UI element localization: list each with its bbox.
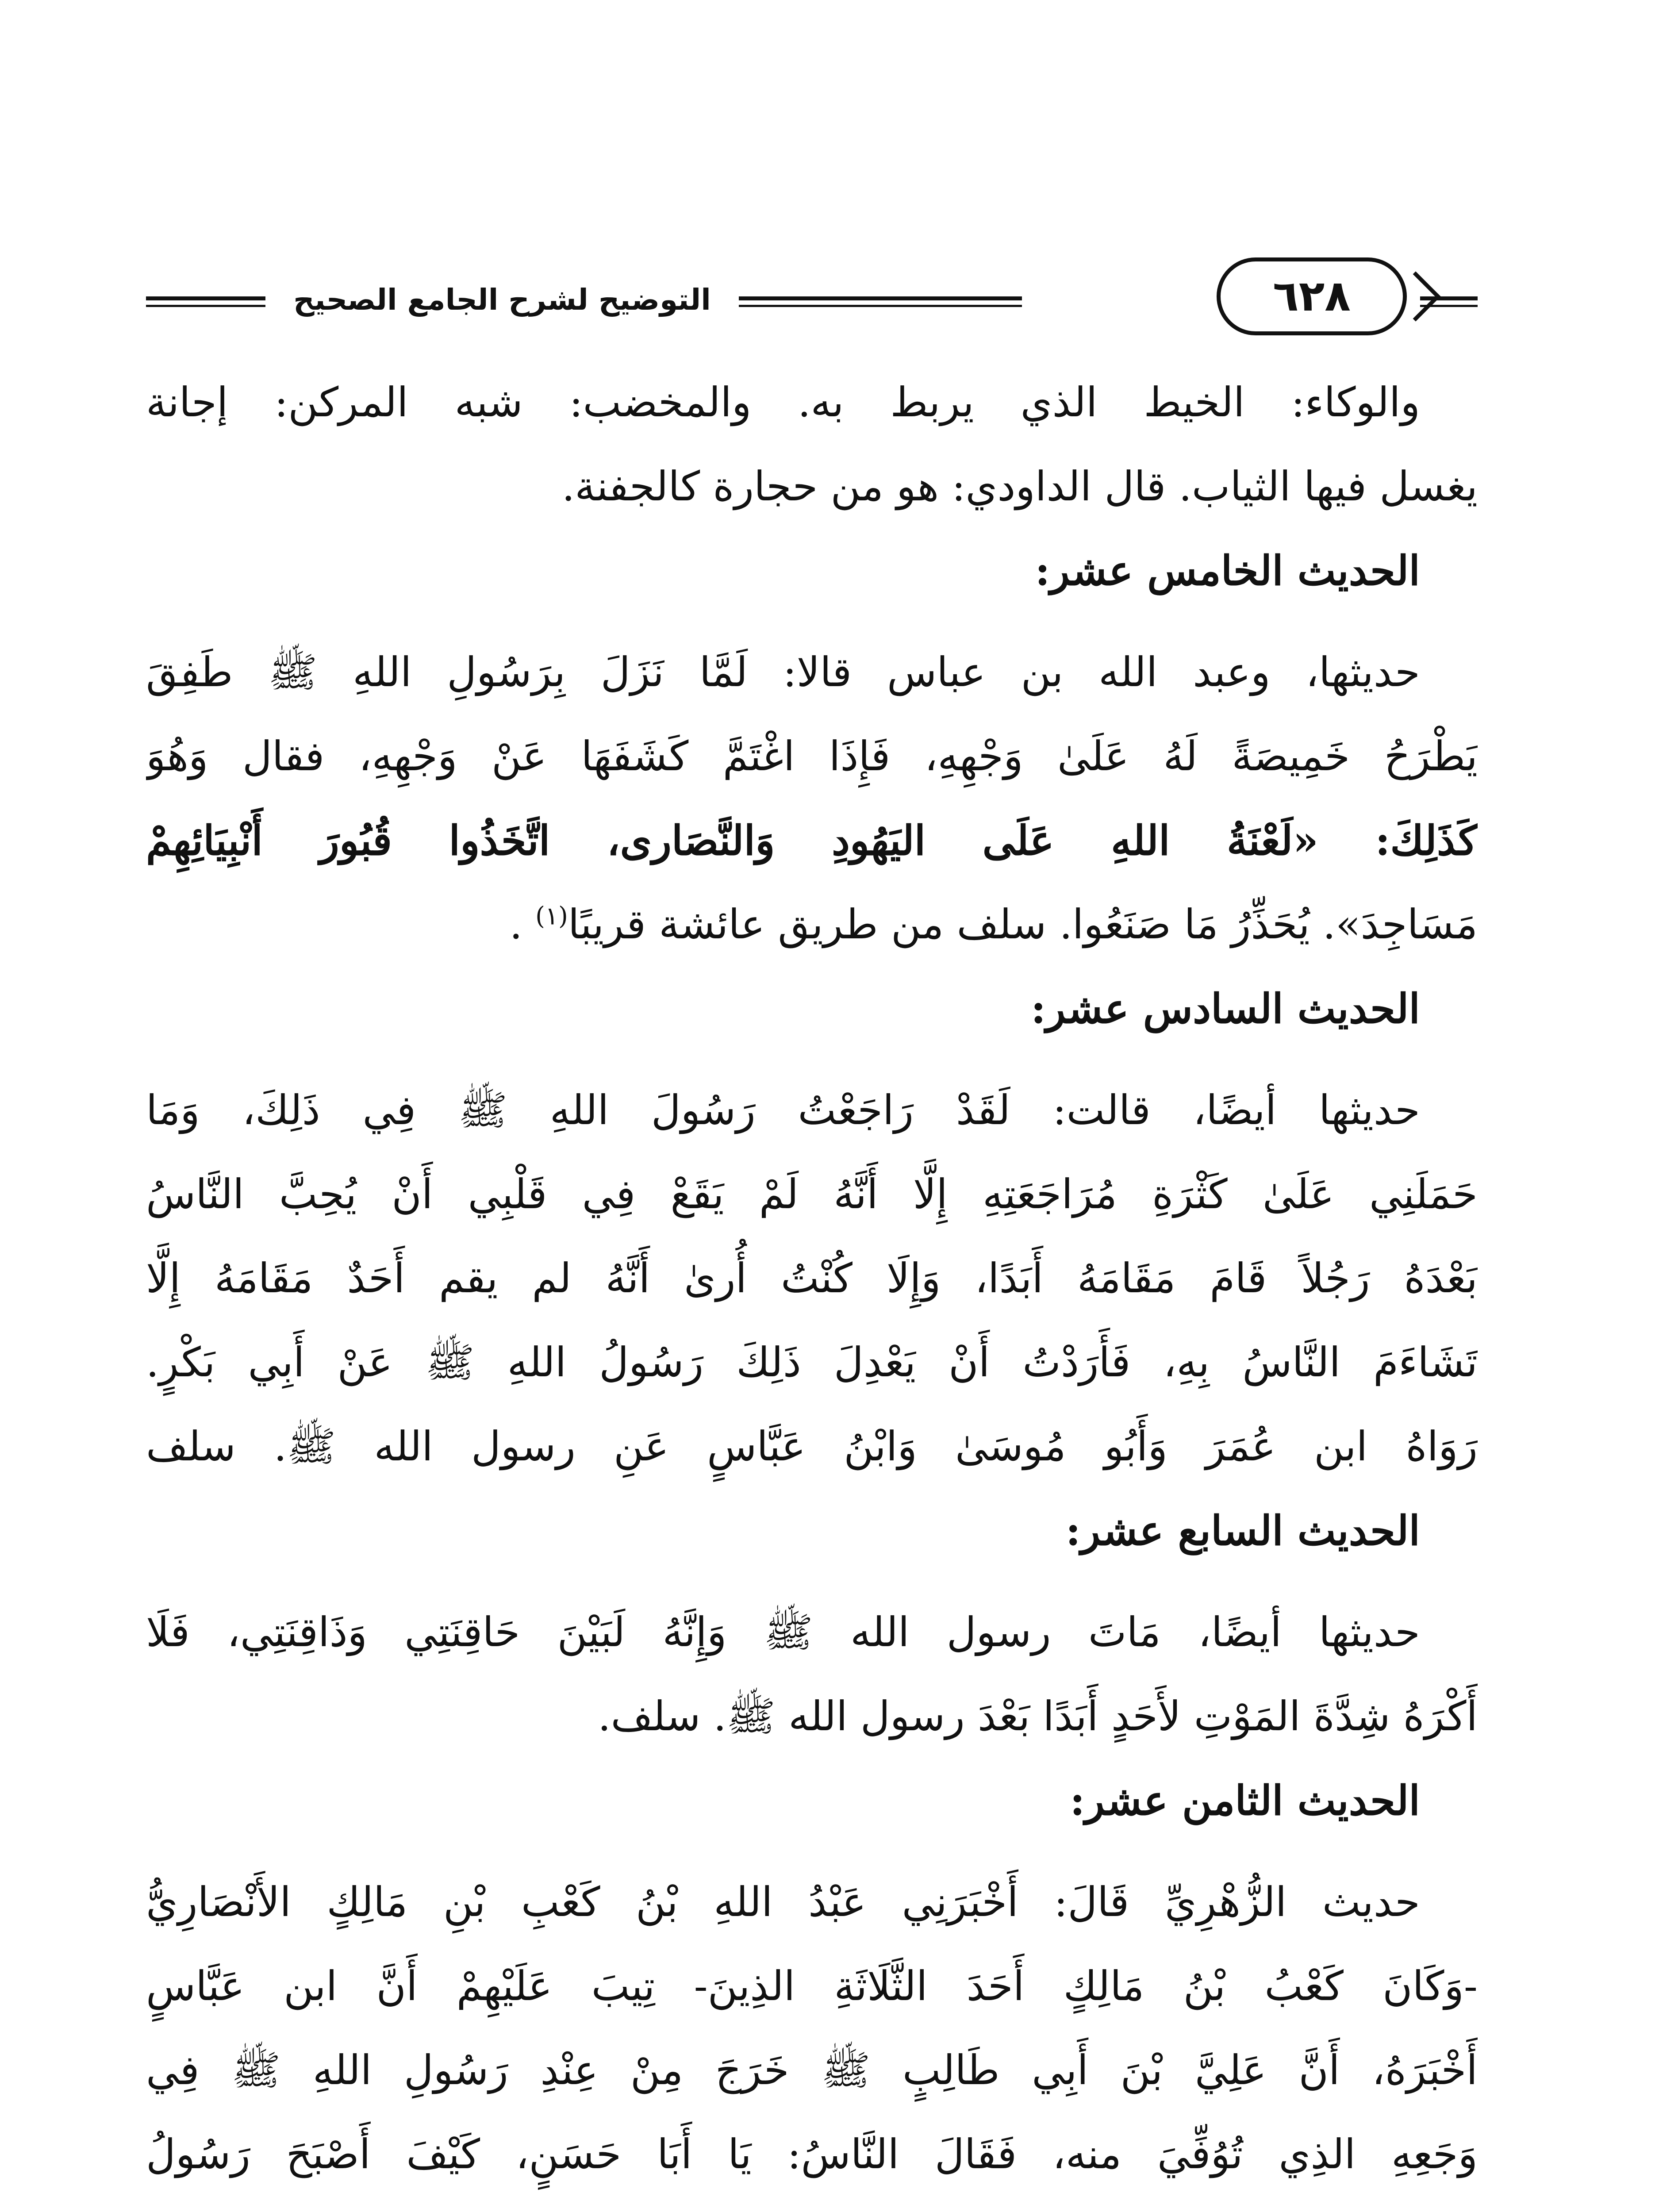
- text-line: حديثها، وعبد الله بن عباس قالا: لَمَّا نَزَلَ بِرَسُولِ اللهِ ﷺ طَفِقَ: [146, 649, 1420, 696]
- text-line: أَكْرَهُ شِدَّةَ المَوْتِ لأَحَدٍ أَبَدًا بَعْدَ رسول الله ﷺ. سلف.: [598, 1693, 1478, 1740]
- text-line: رَوَاهُ ابن عُمَرَ وَأَبُو مُوسَىٰ وَابْنُ عَبَّاسٍ عَنِ رسول الله ﷺ. سلف: [146, 1423, 1478, 1470]
- text-line: أَخْبَرَهُ، أَنَّ عَلِيَّ بْنَ أَبِي طَالِبٍ ﷺ خَرَجَ مِنْ عِنْدِ رَسُولِ اللهِ ﷺ فِي: [146, 2047, 1478, 2094]
- section-heading: الحديث السابع عشر:: [1065, 1507, 1420, 1555]
- footnote-reference: (١): [535, 902, 568, 931]
- running-title: التوضيح لشرح الجامع الصحيح: [293, 283, 711, 317]
- text-line: كَذَلِكَ: «لَعْنَةُ اللهِ عَلَى اليَهُودِ وَالنَّصَارى، اتَّخَذُوا قُبُورَ أَنْبِيَائِهِمْ: [146, 817, 1478, 864]
- page-number: ٦٢٨: [1217, 257, 1407, 335]
- text-line: [146, 883, 1478, 967]
- text-line: تَشَاءَمَ النَّاسُ بِهِ، فَأَرَدْتُ أَنْ يَعْدِلَ ذَلِكَ رَسُولُ اللهِ ﷺ عَنْ أَبِي بَكْرٍ.: [146, 1339, 1478, 1386]
- text-line: يَطْرَحُ خَمِيصَةً لَهُ عَلَىٰ وَجْهِهِ، فَإِذَا اغْتَمَّ كَشَفَهَا عَنْ وَجْهِهِ، فقال وَهُوَ: [146, 733, 1478, 780]
- section-heading: الحديث الثامن عشر:: [1070, 1777, 1420, 1824]
- header-rule: [1420, 296, 1478, 307]
- running-header: [146, 248, 1478, 349]
- text-line: حديث الزُّهْرِيِّ قَالَ: أَخْبَرَنِي عَبْدُ اللهِ بْنُ كَعْبِ بْنِ مَالِكٍ الأَنْصَارِيُّ: [146, 1878, 1420, 1926]
- text-line: بَعْدَهُ رَجُلاً قَامَ مَقَامَهُ أَبَدًا، وَإِلَا كُنْتُ أُرىٰ أَنَّهُ لم يقم أَحَدٌ مَقَامَهُ إِلَّا: [146, 1255, 1478, 1302]
- text-line: يغسل فيها الثياب. قال الداودي: هو من حجارة كالجفنة.: [562, 463, 1478, 510]
- text-line: -وَكَانَ كَعْبُ بْنُ مَالِكٍ أَحَدَ الثَّلَاثَةِ الذِينَ- تِيبَ عَلَيْهِمْ أَنَّ ابن عَبَّاسٍ: [146, 1962, 1478, 2010]
- text-line: حَمَلَنِي عَلَىٰ كَثْرَةِ مُرَاجَعَتِهِ إِلَّا أَنَّهُ لَمْ يَقَعْ فِي قَلْبِي أَنْ يُحِبَّ النَّاسُ: [146, 1171, 1478, 1218]
- text-line: حديثها أيضًا، قالت: لَقَدْ رَاجَعْتُ رَسُولَ اللهِ ﷺ فِي ذَلِكَ، وَمَا: [146, 1087, 1420, 1134]
- header-rule: [146, 296, 265, 307]
- text-line: وَجَعِهِ الذِي تُوُفِّيَ منه، فَقَالَ النَّاسُ: يَا أَبَا حَسَنٍ، كَيْفَ أَصْبَحَ رَسُولُ: [146, 2131, 1478, 2178]
- text-line-content: مَسَاجِدَ». يُحَذِّرُ مَا صَنَعُوا. سلف من طريق عائشة قريبًا: [568, 901, 1478, 948]
- page: [146, 248, 1478, 2212]
- text-line: حديثها أيضًا، مَاتَ رسول الله ﷺ وَإِنَّهُ لَبَيْنَ حَاقِنَتِي وَذَاقِنَتِي، فَلَا: [146, 1609, 1420, 1656]
- section-heading: الحديث الخامس عشر:: [1035, 547, 1420, 595]
- text-line: والوكاء: الخيط الذي يربط به. والمخضب: شبه المركن: إجانة: [146, 379, 1420, 426]
- header-rule: [739, 296, 1022, 307]
- section-heading: الحديث السادس عشر:: [1031, 985, 1420, 1033]
- sentence-end: .: [509, 901, 536, 948]
